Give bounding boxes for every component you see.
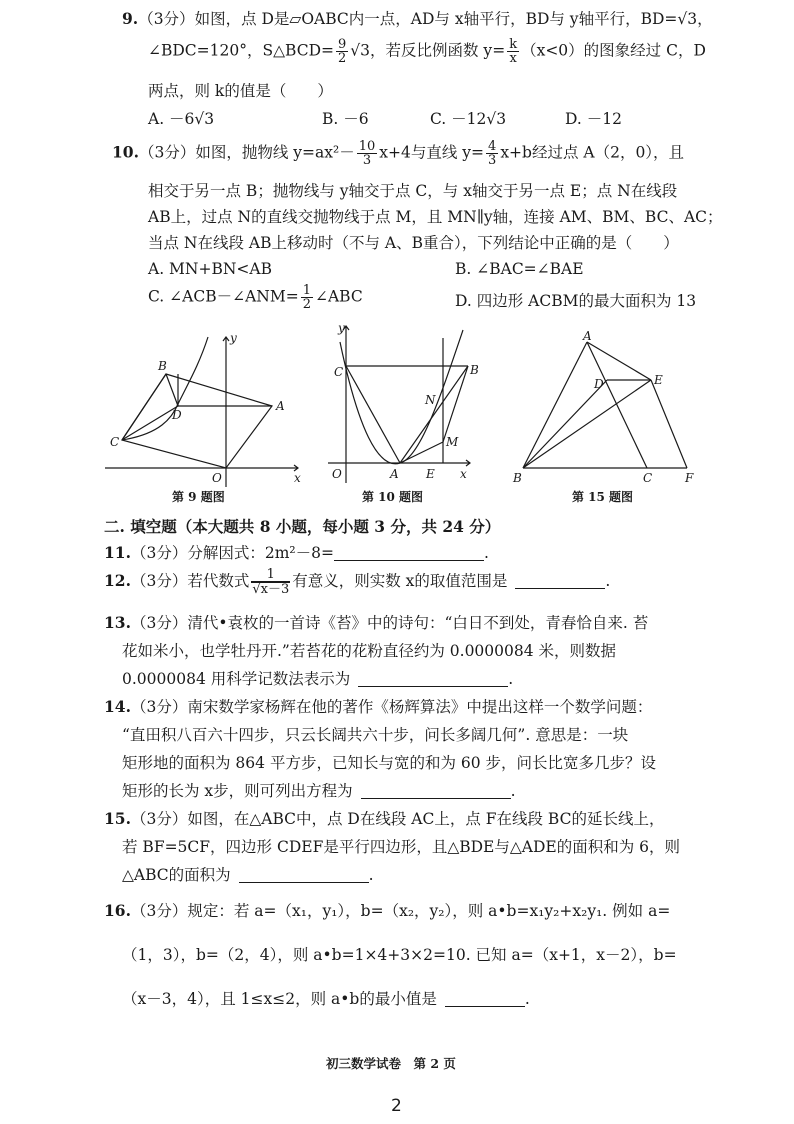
q16-line3: （x－3，4），且 1≤x≤2，则 a•b的最小值是 . <box>122 990 530 1008</box>
q12-answer-blank[interactable] <box>515 572 605 589</box>
q15-line2: 若 BF=5CF，四边形 CDEF是平行四边形，且△BDE与△ADE的面积和为 6，则 <box>122 838 681 856</box>
q9-k-fraction: $\frac{k}{x}$ <box>509 37 518 66</box>
q10-option-a: A. MN+BN<AB <box>148 260 272 278</box>
q15-line1: 15.（3分）如图，在△ABC中，点 D在线段 AC上，点 F在线段 BC的延长线上， <box>104 809 665 828</box>
q9-text-2c: （x<0）的图象经过 C，D <box>521 41 706 60</box>
q15-answer-blank[interactable] <box>239 866 369 883</box>
q9-option-b: B. －6 <box>322 110 369 128</box>
q10-optc-fraction: $\frac{1}{2}$ <box>302 283 311 312</box>
q13-answer-blank[interactable] <box>358 670 508 687</box>
q9-option-a: A. －6√3 <box>148 110 215 128</box>
q13-line1: 13.（3分）清代•袁枚的一首诗《苔》中的诗句：“白日不到处，青春恰自来. 苔 <box>104 613 649 632</box>
fig10-label-b: B <box>470 363 478 377</box>
q13-number: 13. <box>104 613 131 632</box>
fig15-segment-ab <box>523 342 587 468</box>
fig9-label-x: x <box>294 471 301 485</box>
fig15-label-d: D <box>594 377 604 391</box>
fig15-label-c: C <box>643 471 653 485</box>
q11-text: （3分）分解因式：2m²－8= <box>130 544 334 562</box>
q13-line2: 花如米小，也学牡丹开.”若苔花的花粉直径约为 0.0000084 米，则数据 <box>122 642 617 660</box>
fig15-segment-be <box>523 380 651 468</box>
q9-line2 <box>148 38 706 74</box>
fig10-label-m: M <box>446 435 459 449</box>
fig10-label-y: y <box>338 321 345 335</box>
q10-score: （3分） <box>138 143 196 162</box>
q13-line3: 0.0000084 用科学记数法表示为 . <box>122 670 514 688</box>
q11-number: 11. <box>104 543 131 562</box>
figure-10-graph <box>318 318 478 488</box>
q9-number: 9. <box>122 9 139 28</box>
figure-9 <box>100 322 315 492</box>
fig15-label-f: F <box>685 471 694 485</box>
q14-number: 14. <box>104 697 131 716</box>
fig10-parabola <box>340 330 463 464</box>
fig10-label-o: O <box>332 467 342 481</box>
q10-option-c: C. ∠ACB－∠ANM= $\frac{1}{2}$ ∠ABC <box>148 283 363 312</box>
figure-10 <box>318 318 478 488</box>
fig10-label-c: C <box>334 365 344 379</box>
q10-line2: 相交于另一点 B；抛物线与 y轴交于点 C，与 x轴交于另一点 E；点 N在线段 <box>148 182 678 200</box>
figure-15-graph <box>505 330 710 485</box>
q10-fraction-2: $\frac{4}{3}$ <box>488 139 497 168</box>
fig9-label-b: B <box>158 359 167 373</box>
fig9-label-y: y <box>230 331 237 345</box>
fig9-parallelogram <box>122 374 272 468</box>
fig9-label-a: A <box>276 399 285 413</box>
q9-option-c: C. －12√3 <box>430 110 507 128</box>
page-number: 2 <box>391 1096 402 1116</box>
fig10-label-a: A <box>390 467 399 481</box>
fig15-label-a: A <box>583 330 592 343</box>
fig15-label-e: E <box>654 373 663 387</box>
fig15-label-b: B <box>513 471 522 485</box>
q16-line2: （1，3），b=（2，4），则 a•b=1×4+3×2=10. 已知 a=（x+1，x－2），b= <box>122 946 677 964</box>
q10-line3: AB上，过点 N的直线交抛物线于点 M，且 MN∥y轴，连接 AM、BM、BC、AC； <box>148 208 723 226</box>
q10-number: 10. <box>112 142 139 162</box>
q16-answer-blank[interactable] <box>445 990 525 1007</box>
figure-15-caption: 第 15 题图 <box>572 490 634 504</box>
q11-answer-blank[interactable] <box>334 544 484 561</box>
q9-text-2b: √3，若反比例函数 y= <box>350 41 506 60</box>
q14-answer-blank[interactable] <box>361 782 511 799</box>
q14-line2: “直田积八百六十四步，只云长阔共六十步，问长多阔几何”. 意思是：一块 <box>122 726 629 744</box>
q15-number: 15. <box>104 809 131 828</box>
figure-10-caption: 第 10 题图 <box>362 490 424 504</box>
q11-line: 11.（3分）分解因式：2m²－8= . <box>104 543 489 562</box>
fig10-segment-am <box>400 442 443 463</box>
q9-score: （3分） <box>138 10 195 28</box>
fig9-label-o: O <box>212 471 222 485</box>
fig10-label-x: x <box>460 467 467 481</box>
q10-option-d: D. 四边形 ACBM的最大面积为 13 <box>455 292 697 310</box>
q10-fraction-1: $\frac{10}{3}$ <box>358 139 376 168</box>
fig9-hyperbola <box>122 337 208 440</box>
fig10-label-e: E <box>426 467 435 481</box>
q16-line1: 16.（3分）规定：若 a=（x₁，y₁），b=（x₂，y₂），则 a•b=x₁y₂+x₂y₁. 例如 a= <box>104 901 671 920</box>
page-footer: 初三数学试卷 第 2 页 <box>326 1056 456 1071</box>
q14-line4: 矩形的长为 x步，则可列出方程为 . <box>122 782 516 800</box>
q14-line1: 14.（3分）南宋数学家杨辉在他的著作《杨辉算法》中提出这样一个数学问题： <box>104 697 653 716</box>
fig10-segment-ac <box>346 366 400 463</box>
fig15-segment-bd <box>523 380 607 468</box>
q9-line1 <box>122 8 713 30</box>
q15-line3: △ABC的面积为 . <box>122 866 374 884</box>
fig15-segment-ef <box>651 380 687 468</box>
q12-number: 12. <box>104 571 131 590</box>
q9-area-fraction: $\frac{9}{2}$ <box>337 37 347 66</box>
q14-line3: 矩形地的面积为 864 平方步，已知长与宽的和为 60 步，问长比宽多几步？设 <box>122 754 657 772</box>
figure-9-graph <box>100 322 315 492</box>
q10-line1: 10.（3分）如图，抛物线 y=ax²－ $\frac{10}{3}$ x+4与直线 y= $\frac{4}{3}$ x+b经过点 A（2，0），且 <box>112 139 685 168</box>
q16-number: 16. <box>104 901 131 920</box>
fig9-label-d: D <box>172 408 182 422</box>
q12-fraction: $\frac{1}{√x-3}$ <box>252 567 290 597</box>
q9-text-1: 如图，点 D是▱OABC内一点，AD与 x轴平行，BD与 y轴平行，BD=√3， <box>194 10 713 28</box>
q9-text-2a: ∠BDC=120°，S△BCD= <box>148 41 334 60</box>
section-2-heading: 二. 填空题（本大题共 8 小题，每小题 3 分，共 24 分） <box>104 517 501 536</box>
q10-option-b: B. ∠BAC=∠BAE <box>455 260 584 278</box>
fig9-segment-cd <box>122 406 178 440</box>
q9-line3: 两点，则 k的值是（ ） <box>148 82 333 100</box>
q9-option-d: D. －12 <box>565 110 622 128</box>
figure-9-caption: 第 9 题图 <box>172 490 225 504</box>
fig9-segment-bd2 <box>166 374 178 406</box>
q10-line4: 当点 N在线段 AB上移动时（不与 A、B重合），下列结论中正确的是（ ） <box>148 234 679 252</box>
fig9-label-c: C <box>110 435 120 449</box>
fig15-segment-ac <box>587 342 647 468</box>
figure-15 <box>505 330 710 485</box>
q12-line: 12.（3分）若代数式 $\frac{1}{√x-3}$ 有意义，则实数 x的取值范围是 . <box>104 567 611 597</box>
fig9-segment-cb <box>122 374 166 440</box>
fig10-label-n: N <box>425 393 436 407</box>
